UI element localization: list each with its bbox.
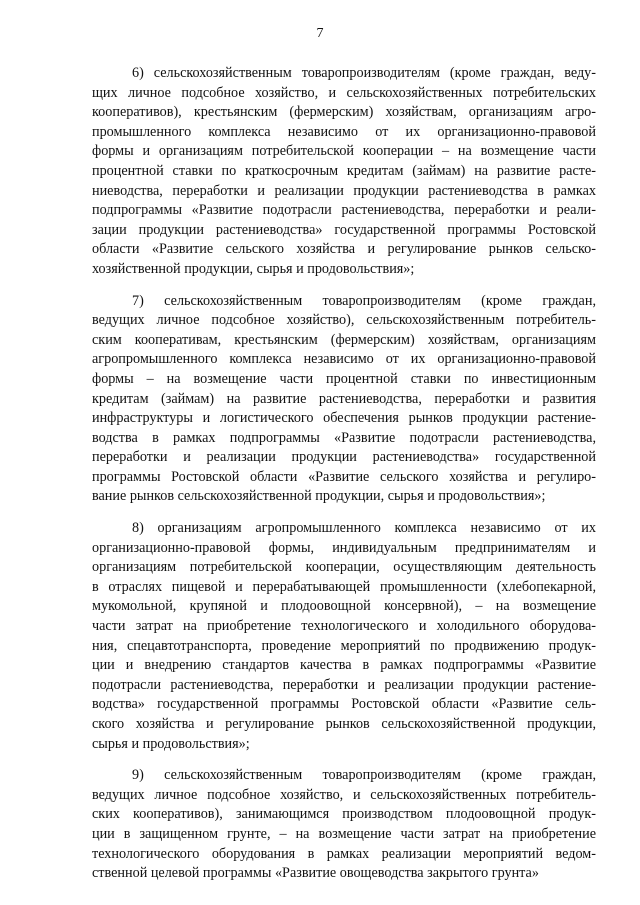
text-line: процентной ставки по краткосрочным кредитам (займам) на развитие расте- — [92, 162, 596, 179]
text-line: ским кооперативам, крестьянским (фермерским) хозяйствам, организациям — [92, 331, 596, 348]
text-line: мукомольной, крупяной и плодоовощной консервной), – на возмещение — [92, 598, 596, 615]
text-line: щих личное подсобное хозяйство, и сельскохозяйственных потребительских — [92, 84, 596, 101]
text-line: программы Ростовской области «Развитие сельского хозяйства и регулиро- — [92, 468, 596, 485]
text-line: технологического оборудования в рамках реализации мероприятий ведом- — [92, 845, 596, 862]
text-line: вание рынков сельскохозяйственной продукции, сырья и продовольствия»; — [92, 488, 546, 505]
text-line: кредитам (займам) на развитие растениеводства, переработки и развития — [92, 390, 596, 407]
text-line: инфраструктуры и логистического обеспечения рынков продукции растение- — [92, 410, 596, 427]
text-line: кооперативов), крестьянским (фермерским) хозяйствам, организациям агро- — [92, 104, 596, 121]
text-line: промышленного комплекса независимо от их организационно-правовой — [92, 123, 596, 140]
document-body — [92, 64, 596, 896]
text-line: сырья и продовольствия»; — [92, 735, 250, 752]
text-line: водства в рамках подпрограммы «Развитие подотрасли растениеводства, — [92, 429, 596, 446]
text-line: ского хозяйства и регулирование рынков сельскохозяйственной продукции, — [92, 716, 596, 732]
paragraph — [92, 64, 596, 280]
text-line: ции в защищенном грунте, – на возмещение части затрат на приобретение — [92, 825, 596, 842]
paragraph — [92, 292, 596, 508]
text-line: хозяйственной продукции, сырья и продовольствия»; — [92, 260, 415, 277]
text-line: водства» государственной программы Ростовской области «Развитие сель- — [92, 696, 596, 713]
text-line: агропромышленного комплекса независимо от их организационно-правовой — [92, 351, 596, 368]
text-line: ниеводства, переработки и реализации продукции растениеводства в рамках — [92, 182, 596, 199]
paragraph — [92, 519, 596, 754]
text-line: области «Развитие сельского хозяйства и регулирование рынков сельско- — [92, 241, 596, 258]
text-line: ции и внедрению стандартов качества в рамках подпрограммы «Развитие — [92, 657, 596, 674]
text-line: подпрограммы «Развитие подотрасли растениеводства, переработки и реали- — [92, 202, 596, 219]
text-line: ских кооперативов), занимающимся производством плодоовощной продук- — [92, 806, 596, 823]
text-line: в отраслях пищевой и перерабатывающей промышленности (хлебопекарной, — [92, 578, 596, 595]
paragraph — [92, 766, 596, 884]
text-line: зации продукции растениеводства» государственной программы Ростовской — [92, 221, 596, 238]
text-line: организациям потребительской кооперации, осуществляющим деятельность — [92, 559, 596, 576]
text-line: ведущих личное подсобное хозяйство, и сельскохозяйственных потребитель- — [92, 786, 596, 803]
text-line: организационно-правовой формы, индивидуальным предпринимателям и — [92, 539, 596, 556]
text-line: подотрасли растениеводства, переработки и реализации продукции растение- — [92, 676, 596, 693]
text-line: 7) сельскохозяйственным товаропроизводителям (кроме граждан, — [132, 292, 596, 309]
text-line: формы и организациям потребительской кооперации – на возмещение части — [92, 143, 596, 160]
text-line: ния, спецавтотранспорта, проведение мероприятий по продвижению продук- — [92, 637, 596, 654]
text-line: ведущих личное подсобное хозяйство), сельскохозяйственным потребитель- — [92, 312, 596, 329]
text-line: 6) сельскохозяйственным товаропроизводителям (кроме граждан, веду- — [132, 65, 596, 81]
text-line: части затрат на приобретение технологического и холодильного оборудова- — [92, 618, 596, 635]
text-line: 9) сельскохозяйственным товаропроизводителям (кроме граждан, — [132, 767, 596, 784]
page-number: 7 — [316, 26, 324, 41]
text-line: формы – на возмещение части процентной ставки по инвестиционным — [92, 370, 596, 387]
text-line: ственной целевой программы «Развитие овощеводства закрытого грунта» — [92, 865, 539, 882]
text-line: переработки и реализации продукции растениеводства» государственной — [92, 449, 596, 466]
text-line: 8) организациям агропромышленного комплекса независимо от их — [132, 520, 596, 537]
